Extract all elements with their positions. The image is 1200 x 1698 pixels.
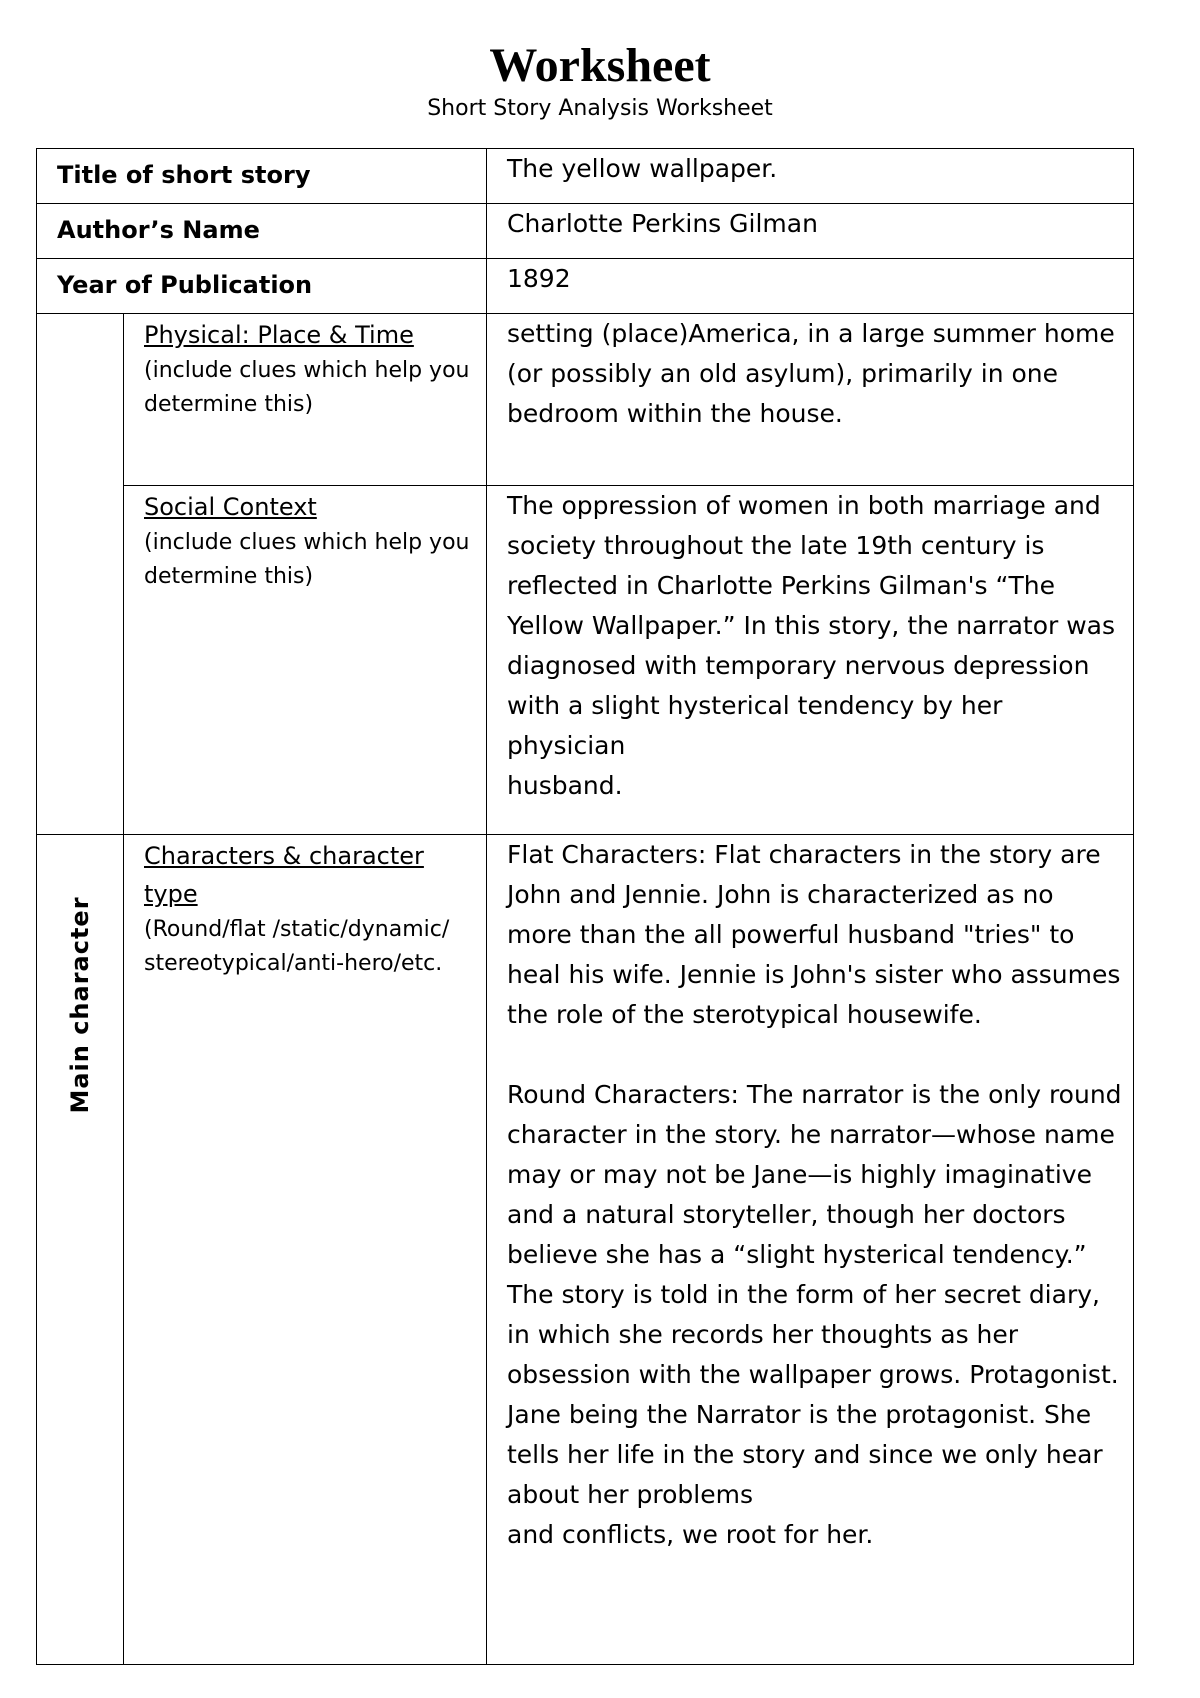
author-value: Charlotte Perkins Gilman	[487, 204, 1134, 259]
social-context-label	[124, 486, 487, 835]
round-characters-text-end: and conflicts, we root for her.	[507, 1520, 874, 1549]
social-context-text-end: husband.	[507, 771, 623, 800]
author-label: Author’s Name	[37, 204, 487, 259]
worksheet-table	[36, 148, 1134, 1665]
year-value: 1892	[487, 259, 1134, 314]
characters-note: (Round/flat /static/dynamic/ stereotypical/anti-hero/etc.	[144, 917, 450, 976]
social-context-row	[37, 486, 1134, 835]
social-context-text: The oppression of women in both marriage and society throughout the late 19th century is reflected in Charlotte Perkins Gilman's “The Yellow Wallpaper.” In this story, the narrator was diagnosed with temporary nervous depression with a slight hysterical tendency by her physician	[507, 491, 1116, 760]
title-row	[37, 149, 1134, 204]
title-value: The yellow wallpaper.	[487, 149, 1134, 204]
characters-label	[124, 835, 487, 1665]
author-row	[37, 204, 1134, 259]
page-title: Worksheet	[489, 39, 711, 92]
round-characters-text: Round Characters: The narrator is the only round character in the story. he narrator—whose name may or may not be Jane—is highly imaginative and a natural storyteller, though her doctors believe she has a “slight hysterical tendency.” The story is told in the form of her secret diary, in which she records her thoughts as her obsession with the wallpaper grows. Protagonist. Jane being the Narrator is the protagonist. She tells her life in the story and since we only hear about her problems	[507, 1080, 1122, 1509]
setting-side-cell	[37, 314, 124, 835]
characters-heading: Characters & character type	[144, 842, 424, 908]
physical-setting-row	[37, 314, 1134, 486]
main-character-label: Main character	[66, 896, 94, 1114]
year-label: Year of Publication	[37, 259, 487, 314]
main-character-side-cell	[37, 835, 124, 1665]
physical-setting-text: setting (place)America, in a large summer home (or possibly an old asylum), primarily in one bedroom within the house.	[507, 319, 1115, 428]
social-context-value	[487, 486, 1134, 835]
social-context-heading: Social Context	[144, 493, 317, 521]
physical-setting-heading: Physical: Place & Time	[144, 321, 414, 349]
characters-value	[487, 835, 1134, 1665]
physical-setting-note: (include clues which help you determine this)	[144, 358, 470, 417]
physical-setting-label	[124, 314, 487, 486]
page-subtitle: Short Story Analysis Worksheet	[427, 96, 773, 121]
flat-characters-text: Flat Characters: Flat characters in the story are John and Jennie. John is characterized as no more than the all powerful husband "tries" to heal his wife. Jennie is John's sister who assumes the role of the sterotypical housewife.	[507, 840, 1121, 1029]
physical-setting-value	[487, 314, 1134, 486]
paragraph-gap	[507, 1035, 1123, 1075]
social-context-note: (include clues which help you determine this)	[144, 530, 470, 589]
characters-row	[37, 835, 1134, 1665]
year-row	[37, 259, 1134, 314]
title-label: Title of short story	[37, 149, 487, 204]
